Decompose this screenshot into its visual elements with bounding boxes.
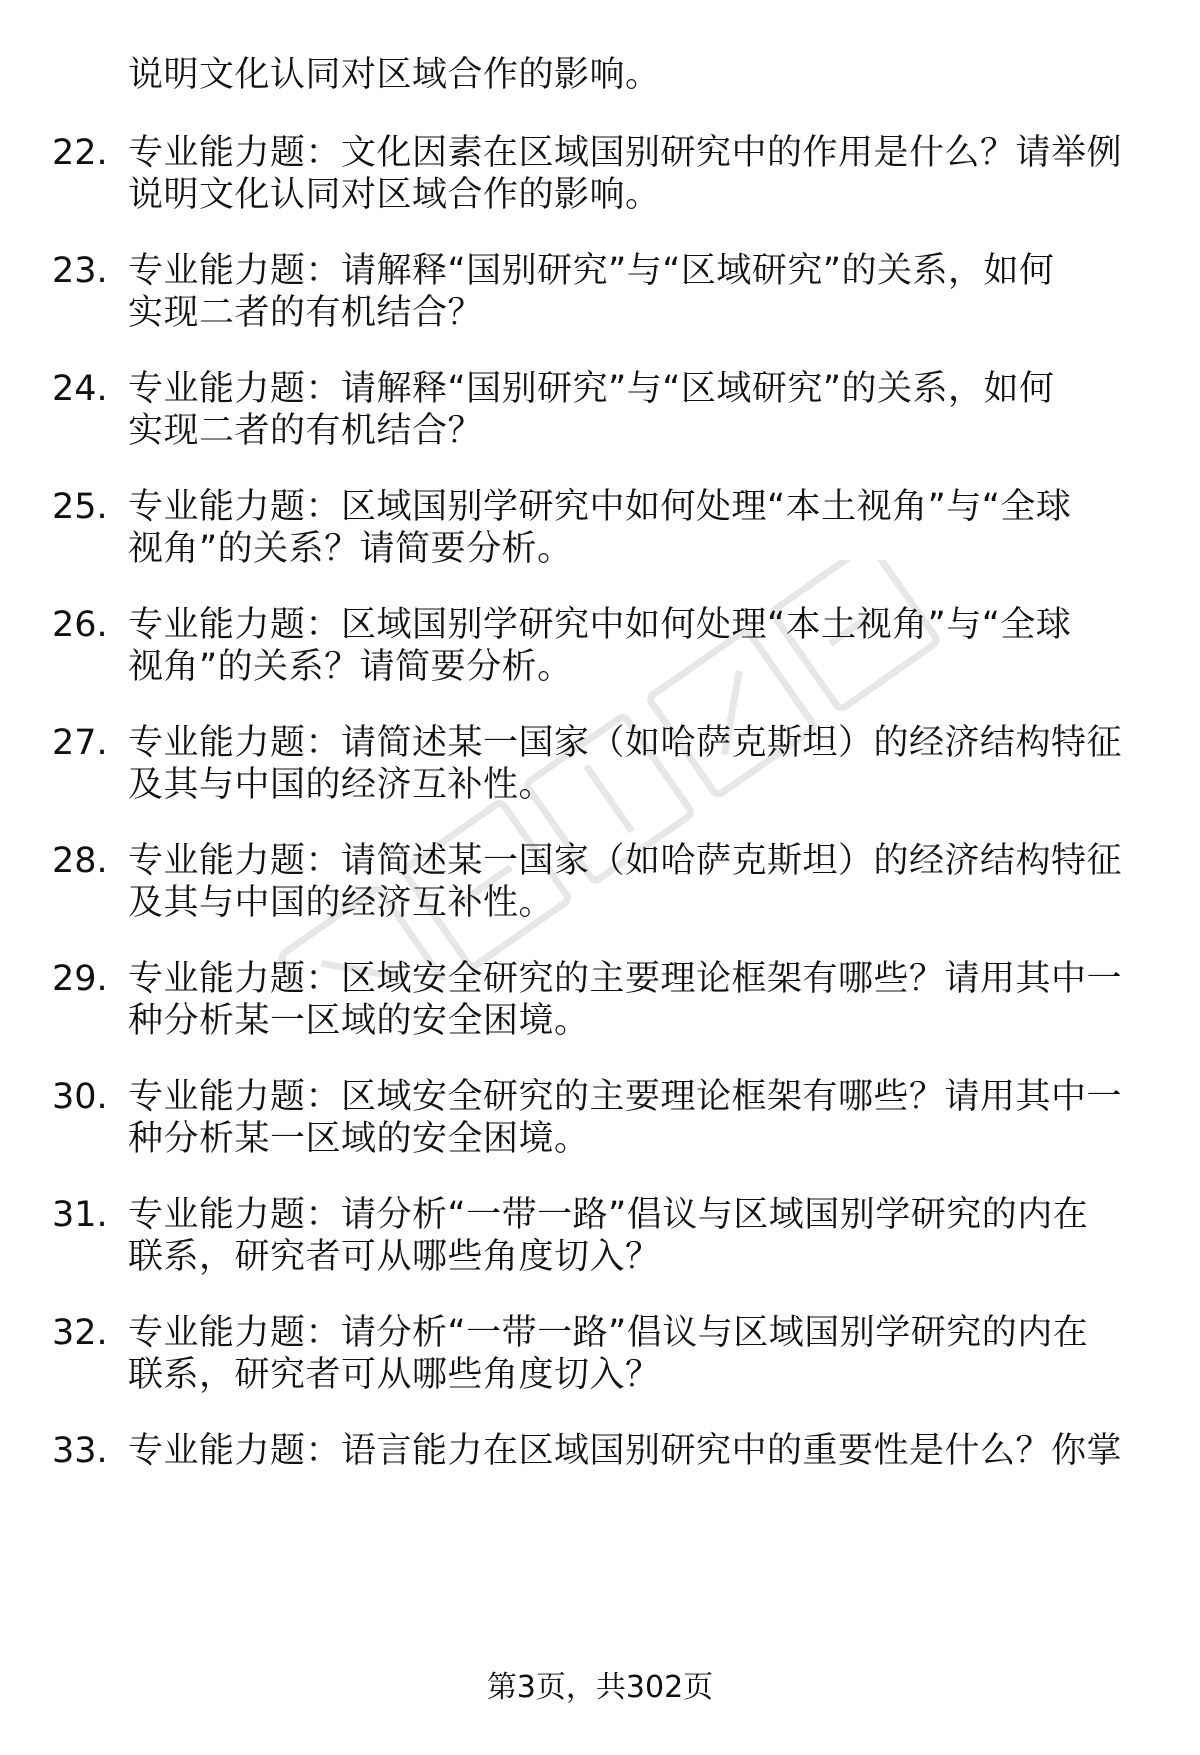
question-text: 联系，研究者可从哪些角度切入？ bbox=[128, 1355, 661, 1395]
question-text: 专业能力题：请解释“国别研究”与“区域研究”的关系，如何 bbox=[128, 369, 1055, 409]
question-text: 视角”的关系？请简要分析。 bbox=[128, 647, 573, 687]
question-text: 专业能力题：请简述某一国家（如哈萨克斯坦）的经济结构特征 bbox=[128, 841, 1123, 881]
question-number: 31. bbox=[52, 1195, 108, 1235]
question-text: 专业能力题：请分析“一带一路”倡议与区域国别学研究的内在 bbox=[128, 1313, 1089, 1353]
question-text: 专业能力题：文化因素在区域国别研究中的作用是什么？请举例 bbox=[128, 133, 1123, 173]
question-text: 种分析某一区域的安全困境。 bbox=[128, 1001, 590, 1041]
continuation-text: 说明文化认同对区域合作的影响。 bbox=[128, 55, 661, 95]
question-number: 28. bbox=[52, 841, 108, 881]
question-number: 22. bbox=[52, 133, 108, 173]
question-number: 24. bbox=[52, 369, 108, 409]
question-text: 种分析某一区域的安全困境。 bbox=[128, 1119, 590, 1159]
question-text: 专业能力题：请简述某一国家（如哈萨克斯坦）的经济结构特征 bbox=[128, 723, 1123, 763]
question-number: 30. bbox=[52, 1077, 108, 1117]
question-text: 专业能力题：区域安全研究的主要理论框架有哪些？请用其中一 bbox=[128, 1077, 1123, 1117]
question-text: 说明文化认同对区域合作的影响。 bbox=[128, 175, 661, 215]
question-text: 实现二者的有机结合？ bbox=[128, 411, 484, 451]
question-number: 33. bbox=[52, 1431, 108, 1471]
question-number: 25. bbox=[52, 487, 108, 527]
question-text: 专业能力题：区域国别学研究中如何处理“本土视角”与“全球 bbox=[128, 487, 1072, 527]
question-text: 专业能力题：语言能力在区域国别研究中的重要性是什么？你掌 bbox=[128, 1431, 1123, 1471]
question-number: 29. bbox=[52, 959, 108, 999]
question-number: 32. bbox=[52, 1313, 108, 1353]
question-text: 及其与中国的经济互补性。 bbox=[128, 883, 555, 923]
question-text: 实现二者的有机结合？ bbox=[128, 293, 484, 333]
question-text: 及其与中国的经济互补性。 bbox=[128, 765, 555, 805]
question-text: 专业能力题：区域国别学研究中如何处理“本土视角”与“全球 bbox=[128, 605, 1072, 645]
question-number: 27. bbox=[52, 723, 108, 763]
question-text: 专业能力题：区域安全研究的主要理论框架有哪些？请用其中一 bbox=[128, 959, 1123, 999]
question-text: 专业能力题：请分析“一带一路”倡议与区域国别学研究的内在 bbox=[128, 1195, 1089, 1235]
question-text: 联系，研究者可从哪些角度切入？ bbox=[128, 1237, 661, 1277]
page-footer: 第3页，共302页 bbox=[486, 1670, 714, 1705]
question-text: 视角”的关系？请简要分析。 bbox=[128, 529, 573, 569]
question-text: 专业能力题：请解释“国别研究”与“区域研究”的关系，如何 bbox=[128, 251, 1055, 291]
question-number: 23. bbox=[52, 251, 108, 291]
question-number: 26. bbox=[52, 605, 108, 645]
